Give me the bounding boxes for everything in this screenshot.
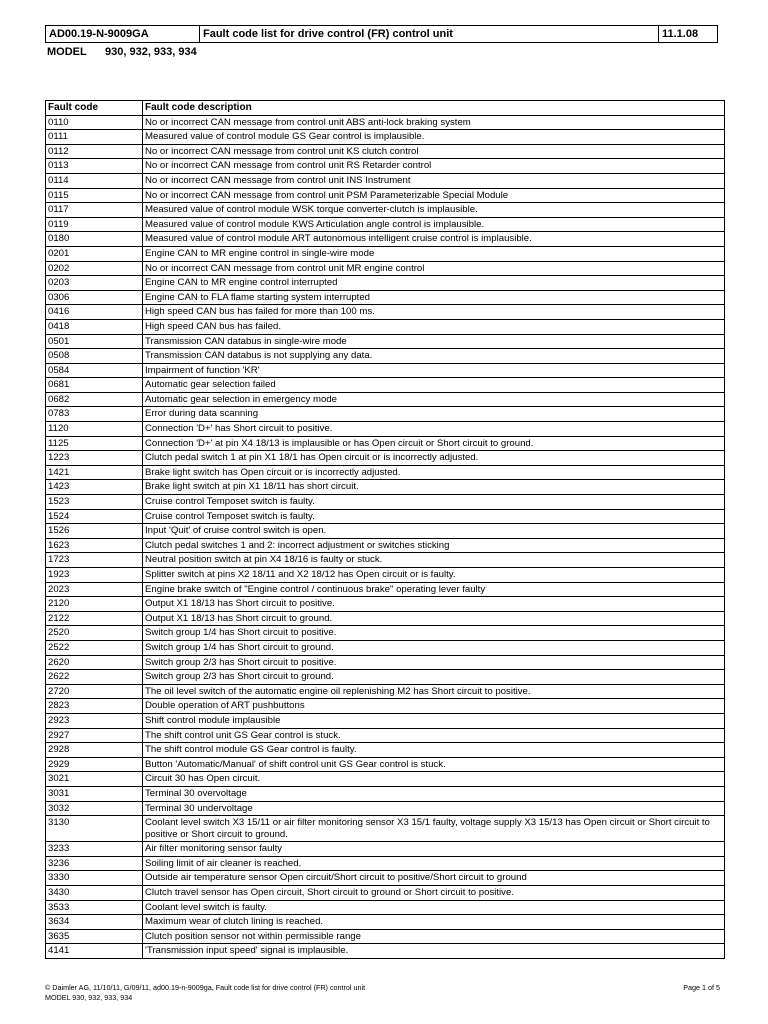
fault-code-cell: 2823 [46,699,143,714]
column-header-description: Fault code description [143,101,725,116]
table-row [46,538,725,553]
fault-description-cell: Splitter switch at pins X2 18/11 and X2 18/12 has Open circuit or is faulty. [143,568,725,583]
fault-code-cell: 2520 [46,626,143,641]
document-title: Fault code list for drive control (FR) control unit [200,26,659,42]
fault-description-cell: Engine brake switch of "Engine control / continuous brake" operating lever faulty [143,582,725,597]
fault-code-cell: 0416 [46,305,143,320]
table-row [46,684,725,699]
table-row [46,856,725,871]
fault-code-cell: 0112 [46,144,143,159]
fault-description-cell: No or incorrect CAN message from control unit PSM Parameterizable Special Module [143,188,725,203]
fault-code-cell: 2522 [46,640,143,655]
table-row [46,378,725,393]
fault-code-cell: 2928 [46,743,143,758]
table-row [46,713,725,728]
fault-description-cell: Error during data scanning [143,407,725,422]
fault-code-cell: 3330 [46,871,143,886]
fault-code-cell: 3634 [46,915,143,930]
table-row [46,842,725,857]
fault-description-cell: Neutral position switch at pin X4 18/16 is faulty or stuck. [143,553,725,568]
fault-code-cell: 3533 [46,900,143,915]
table-row [46,159,725,174]
table-row [46,786,725,801]
fault-description-cell: Clutch pedal switches 1 and 2: incorrect adjustment or switches sticking [143,538,725,553]
table-row [46,130,725,145]
fault-code-cell: 0584 [46,363,143,378]
table-row [46,422,725,437]
fault-code-cell: 0180 [46,232,143,247]
fault-code-cell: 2927 [46,728,143,743]
fault-code-cell: 3021 [46,772,143,787]
table-row [46,203,725,218]
fault-description-cell: Input 'Quit' of cruise control switch is open. [143,524,725,539]
fault-code-cell: 0508 [46,349,143,364]
fault-code-cell: 3430 [46,886,143,901]
table-row [46,886,725,901]
document-id: AD00.19-N-9009GA [46,26,200,42]
table-row [46,144,725,159]
fault-description-cell: Output X1 18/13 has Short circuit to ground. [143,611,725,626]
fault-description-cell: Button 'Automatic/Manual' of shift control unit GS Gear control is stuck. [143,757,725,772]
fault-description-cell: Terminal 30 undervoltage [143,801,725,816]
fault-description-cell: Connection 'D+' at pin X4 18/13 is implausible or has Open circuit or Short circuit to ground. [143,436,725,451]
fault-description-cell: Engine CAN to MR engine control interrupted [143,276,725,291]
table-row [46,699,725,714]
fault-description-cell: The oil level switch of the automatic engine oil replenishing M2 has Short circuit to positive. [143,684,725,699]
table-row [46,290,725,305]
table-row [46,363,725,378]
fault-code-cell: 3236 [46,856,143,871]
fault-description-cell: Measured value of control module WSK torque converter-clutch is implausible. [143,203,725,218]
table-row [46,568,725,583]
table-row [46,757,725,772]
fault-code-cell: 2923 [46,713,143,728]
fault-description-cell: Coolant level switch X3 15/11 or air filter monitoring sensor X3 15/1 faulty, voltage supply X3 15/13 has Open circuit or Short circuit to positive or Short circuit to ground. [143,816,725,842]
fault-code-cell: 3031 [46,786,143,801]
fault-description-cell: Impairment of function 'KR' [143,363,725,378]
table-row [46,392,725,407]
table-row [46,728,725,743]
table-header-row [46,101,725,116]
fault-description-cell: Circuit 30 has Open circuit. [143,772,725,787]
fault-description-cell: Connection 'D+' has Short circuit to positive. [143,422,725,437]
model-label: MODEL [47,46,87,58]
fault-code-cell: 0306 [46,290,143,305]
table-row [46,626,725,641]
fault-description-cell: No or incorrect CAN message from control unit KS clutch control [143,144,725,159]
table-row [46,553,725,568]
table-row [46,772,725,787]
table-row [46,509,725,524]
fault-description-cell: The shift control unit GS Gear control is stuck. [143,728,725,743]
fault-description-cell: Clutch position sensor not within permissible range [143,929,725,944]
table-row [46,276,725,291]
fault-description-cell: Clutch pedal switch 1 at pin X1 18/1 has Open circuit or is incorrectly adjusted. [143,451,725,466]
table-row [46,436,725,451]
fault-code-cell: 0119 [46,217,143,232]
table-row [46,582,725,597]
fault-code-cell: 1125 [46,436,143,451]
document-date: 11.1.08 [662,28,699,40]
fault-description-cell: Switch group 1/4 has Short circuit to ground. [143,640,725,655]
fault-description-cell: Switch group 1/4 has Short circuit to positive. [143,626,725,641]
fault-code-cell: 3635 [46,929,143,944]
model-line [47,45,197,59]
fault-description-cell: Clutch travel sensor has Open circuit, Short circuit to ground or Short circuit to positive. [143,886,725,901]
table-row [46,871,725,886]
fault-description-cell: Switch group 2/3 has Short circuit to ground. [143,670,725,685]
fault-code-cell: 1421 [46,465,143,480]
fault-description-cell: Brake light switch has Open circuit or is incorrectly adjusted. [143,465,725,480]
fault-code-cell: 0501 [46,334,143,349]
fault-code-cell: 1120 [46,422,143,437]
table-row [46,944,725,959]
fault-description-cell: Automatic gear selection in emergency mode [143,392,725,407]
table-row [46,451,725,466]
fault-code-cell: 3032 [46,801,143,816]
fault-code-cell: 2122 [46,611,143,626]
fault-description-cell: High speed CAN bus has failed for more than 100 ms. [143,305,725,320]
fault-description-cell: Double operation of ART pushbuttons [143,699,725,714]
table-row [46,524,725,539]
fault-code-cell: 0111 [46,130,143,145]
fault-description-cell: Output X1 18/13 has Short circuit to positive. [143,597,725,612]
fault-code-cell: 4141 [46,944,143,959]
fault-description-cell: No or incorrect CAN message from control unit ABS anti-lock braking system [143,115,725,130]
fault-description-cell: Transmission CAN databus in single-wire mode [143,334,725,349]
table-row [46,915,725,930]
table-row [46,334,725,349]
table-row [46,246,725,261]
fault-code-cell: 2023 [46,582,143,597]
fault-description-cell: Engine CAN to FLA flame starting system interrupted [143,290,725,305]
table-row [46,305,725,320]
fault-code-cell: 1223 [46,451,143,466]
fault-description-cell: Engine CAN to MR engine control in single-wire mode [143,246,725,261]
table-row [46,349,725,364]
fault-description-cell: Coolant level switch is faulty. [143,900,725,915]
table-row [46,816,725,842]
fault-description-cell: No or incorrect CAN message from control unit INS Instrument [143,173,725,188]
fault-code-table [45,100,725,959]
fault-code-cell: 1923 [46,568,143,583]
table-row [46,900,725,915]
table-row [46,801,725,816]
fault-code-cell: 1623 [46,538,143,553]
fault-description-cell: Measured value of control module GS Gear control is implausible. [143,130,725,145]
footer-model: MODEL 930, 932, 933, 934 [45,993,133,1002]
table-row [46,611,725,626]
table-row [46,261,725,276]
table-row [46,115,725,130]
fault-description-cell: Terminal 30 overvoltage [143,786,725,801]
table-row [46,480,725,495]
fault-description-cell: Outside air temperature sensor Open circuit/Short circuit to positive/Short circuit to ground [143,871,725,886]
fault-description-cell: 'Transmission input speed' signal is implausible. [143,944,725,959]
page-number: Page 1 of 5 [683,983,720,992]
fault-code-cell: 1723 [46,553,143,568]
fault-code-cell: 0203 [46,276,143,291]
fault-description-cell: Switch group 2/3 has Short circuit to positive. [143,655,725,670]
fault-code-cell: 0783 [46,407,143,422]
fault-code-cell: 2620 [46,655,143,670]
fault-code-cell: 0110 [46,115,143,130]
fault-code-cell: 0682 [46,392,143,407]
fault-code-cell: 0114 [46,173,143,188]
table-row [46,655,725,670]
fault-description-cell: The shift control module GS Gear control is faulty. [143,743,725,758]
fault-code-cell: 1423 [46,480,143,495]
fault-code-cell: 0113 [46,159,143,174]
table-row [46,407,725,422]
table-row [46,465,725,480]
fault-code-cell: 0202 [46,261,143,276]
fault-description-cell: No or incorrect CAN message from control unit RS Retarder control [143,159,725,174]
table-row [46,670,725,685]
fault-description-cell: No or incorrect CAN message from control unit MR engine control [143,261,725,276]
table-row [46,173,725,188]
fault-code-cell: 2929 [46,757,143,772]
fault-description-cell: Soiling limit of air cleaner is reached. [143,856,725,871]
fault-code-cell: 0115 [46,188,143,203]
table-row [46,929,725,944]
column-header-fault-code: Fault code [46,101,143,116]
footer-copyright: © Daimler AG, 11/10/11, G/09/11, ad00.19-n-9009ga, Fault code list for drive control (FR) control unit [45,983,366,992]
fault-code-cell: 1526 [46,524,143,539]
table-row [46,319,725,334]
table-row [46,640,725,655]
table-row [46,217,725,232]
fault-description-cell: Maximum wear of clutch lining is reached. [143,915,725,930]
fault-code-cell: 3130 [46,816,143,842]
table-row [46,597,725,612]
fault-description-cell: Shift control module implausible [143,713,725,728]
fault-code-cell: 1523 [46,495,143,510]
fault-code-cell: 0201 [46,246,143,261]
fault-code-cell: 0418 [46,319,143,334]
table-row [46,188,725,203]
table-row [46,495,725,510]
fault-description-cell: Air filter monitoring sensor faulty [143,842,725,857]
fault-code-cell: 3233 [46,842,143,857]
fault-code-cell: 0681 [46,378,143,393]
fault-description-cell: Measured value of control module KWS Articulation angle control is implausible. [143,217,725,232]
fault-description-cell: Brake light switch at pin X1 18/11 has short circuit. [143,480,725,495]
fault-code-cell: 1524 [46,509,143,524]
table-row [46,743,725,758]
fault-code-cell: 2120 [46,597,143,612]
fault-description-cell: High speed CAN bus has failed. [143,319,725,334]
fault-description-cell: Cruise control Temposet switch is faulty. [143,495,725,510]
table-row [46,232,725,247]
fault-code-cell: 2622 [46,670,143,685]
document-header [45,25,718,43]
fault-code-cell: 2720 [46,684,143,699]
fault-description-cell: Automatic gear selection failed [143,378,725,393]
fault-description-cell: Transmission CAN databus is not supplying any data. [143,349,725,364]
fault-code-cell: 0117 [46,203,143,218]
fault-description-cell: Measured value of control module ART autonomous intelligent cruise control is implausible. [143,232,725,247]
model-value: 930, 932, 933, 934 [105,46,197,58]
fault-description-cell: Cruise control Temposet switch is faulty. [143,509,725,524]
fault-code-rows [46,115,725,958]
